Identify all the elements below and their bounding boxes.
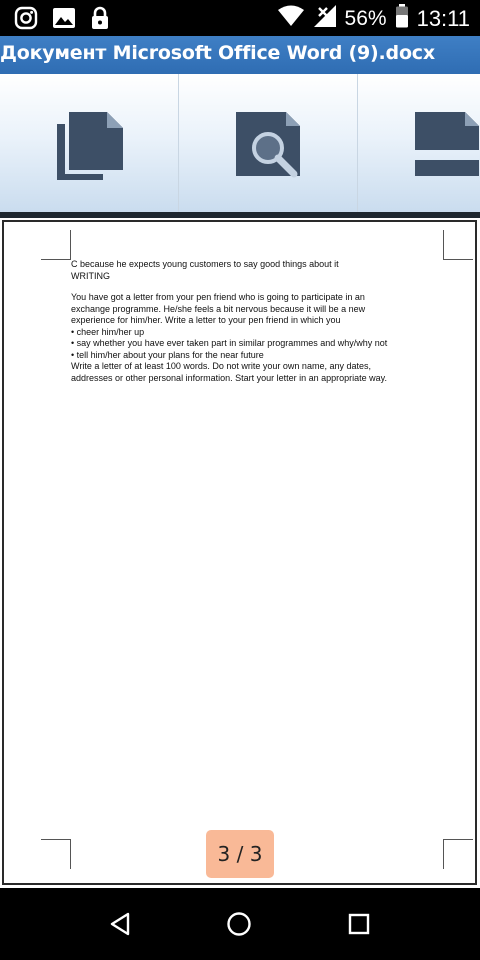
home-icon [226, 911, 252, 937]
document-page [2, 220, 477, 885]
title-bar [0, 36, 480, 74]
back-button[interactable] [100, 908, 140, 940]
doc-paragraph: Write a letter of at least 100 words. Do not write your own name, any dates, addresses or other personal information. Start your letter in an appropriate way. [71, 361, 387, 383]
back-icon [109, 912, 131, 936]
home-button[interactable] [219, 908, 259, 940]
doc-bullet: • say whether you have ever taken part in similar programmes and why/why not [71, 338, 388, 348]
crop-mark-bottom-left [41, 839, 71, 869]
pages-icon [413, 110, 480, 182]
document-title: Документ Microsoft Office Word (9).docx [0, 42, 435, 64]
crop-mark-top-left [41, 230, 71, 260]
search-document-icon [234, 110, 304, 182]
clock: 13:11 [416, 5, 470, 31]
battery-icon [395, 4, 409, 33]
doc-line: C because he expects young customers to say good things about it [71, 259, 339, 269]
toolbar [0, 74, 480, 216]
copy-icon [55, 110, 125, 182]
status-bar-right [277, 4, 470, 33]
image-icon [52, 7, 76, 34]
recents-icon [348, 913, 370, 935]
search-document-button[interactable] [179, 74, 358, 216]
status-bar-left [14, 6, 110, 35]
doc-bullet: • tell him/her about your plans for the near future [71, 349, 264, 360]
page-indicator: 3 / 3 [206, 830, 274, 878]
navigation-bar [0, 888, 480, 960]
crop-mark-top-right [443, 230, 473, 260]
instagram-icon [14, 6, 38, 35]
cellular-icon [313, 4, 337, 33]
crop-mark-bottom-right [443, 839, 473, 869]
lock-icon [90, 6, 110, 35]
status-bar [0, 0, 480, 36]
pages-button[interactable] [358, 74, 480, 216]
recents-button[interactable] [339, 908, 379, 940]
copy-button[interactable] [0, 74, 179, 216]
doc-bullet: • cheer him/her up [71, 326, 145, 337]
doc-heading: WRITING [71, 270, 110, 281]
doc-paragraph: You have got a letter from your pen friend who is going to participate in an exchange programme. He/she feels a bit nervous because it will be a new experience for him/her. Write a letter to your pen friend in which you [71, 292, 366, 325]
document-body [71, 259, 401, 384]
wifi-icon [277, 5, 305, 32]
document-viewer[interactable] [0, 218, 480, 888]
battery-percent: 56% [344, 6, 387, 30]
